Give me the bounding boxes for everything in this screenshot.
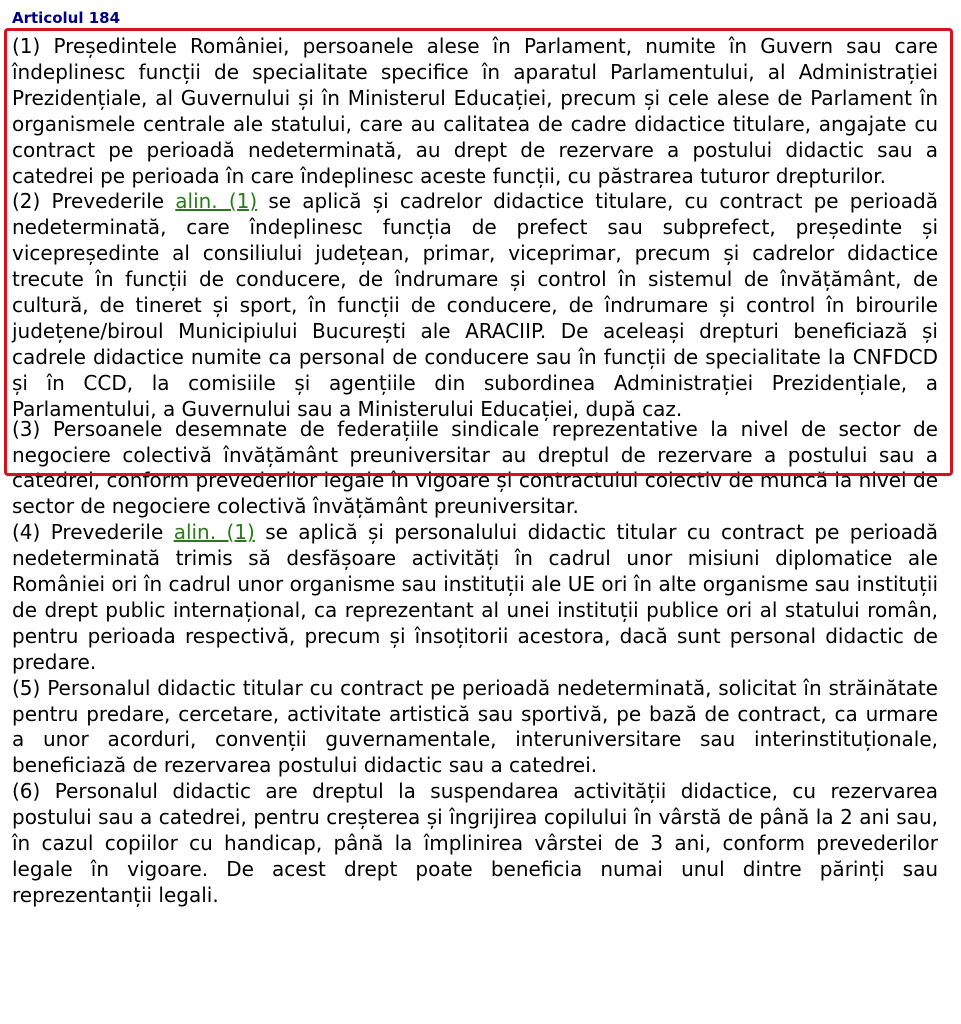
- article-body: [12, 34, 938, 909]
- paragraph-2-before: (2) Prevederile: [12, 189, 176, 214]
- paragraph-2-after: se aplică și cadrelor didactice titulare, cu contract pe perioadă nedeterminată, care îndeplinesc funcția de prefect sau subprefect, președinte și vicepreședinte al consiliului județean, primar, viceprimar, precum și cadrelor didactice trecute în funcții de conducere, de îndrumare și control în sistemul de învățământ, de cultură, de tineret și sport, în funcții de conducere, de îndrumare și control în birourile județene/biroul Municipiului București ale ARACIIP. De aceleași drepturi beneficiază și cadrele didactice numite ca personal de conducere sau în funcții de specialitate la CNFDCD și în CCD, la comisiile și agențiile din subordinea Administrației Prezidențiale, a Parlamentului, a Guvernului sau a Ministerului Educației, după caz.: [12, 189, 938, 421]
- paragraph-6: (6) Personalul didactic are dreptul la suspendarea activității didactice, cu rezervarea postului sau a catedrei, pentru creșterea și îngrijirea copilului în vârstă de până la 2 ani sau, în cazul copiilor cu handicap, până la împlinirea vârstei de 3 ani, conform prevederilor legale în vigoare. De acest drept poate beneficia numai unul dintre părinți sau reprezentanții legali.: [12, 779, 938, 907]
- reference-link-alin-1[interactable]: alin. (1): [175, 189, 258, 214]
- article-title: Articolul 184: [12, 9, 121, 27]
- paragraph-5: (5) Personalul didactic titular cu contract pe perioadă nedeterminată, solicitat în străinătate pentru predare, cercetare, activitate artistică sau sportivă, pe bază de contract, ca urmare a unor acorduri, convenții guvernamentale, interuniversitare sau interinstituționale, beneficiază de rezervarea postului didactic sau a catedrei.: [12, 675, 938, 778]
- paragraph-1: (1) Președintele României, persoanele alese în Parlament, numite în Guvern sau care îndeplinesc funcții de specialitate specifice în aparatul Parlamentului, al Administrației Prezidențiale, al Guvernului și în Ministerul Educației, precum și cele alese de Parlament în organismele centrale ale statului, care au calitatea de cadre didactice titulare, angajate cu contract pe perioadă nedeterminată, au drept de rezervare a postului didactic sau a catedrei pe perioada în care îndeplinesc aceste funcții, cu păstrarea tuturor drepturilor.: [12, 34, 938, 188]
- paragraph-4: [12, 520, 938, 675]
- paragraph-3: (3) Persoanele desemnate de federațiile sindicale reprezentative la nivel de sector de negociere colectivă învățământ preuniversitar au dreptul de rezervare a postului sau a catedrei, conform prevederilor legale în vigoare și contractului colectiv de muncă la nivel de sector de negociere colectivă învățământ preuniversitar.: [12, 416, 938, 519]
- paragraph-4-after: se aplică și personalului didactic titular cu contract pe perioadă nedeterminată trimis să desfășoare activități în cadrul unor misiuni diplomatice ale României ori în cadrul unor organisme sau instituții ale UE ori în alte organisme sau instituții de drept public internațional, ca reprezentant al unei instituții publice ori al statului român, pentru perioada respectivă, precum și însoțitorii acestora, dacă sunt personal didactic de predare.: [12, 520, 939, 674]
- reference-link-alin-1[interactable]: alin. (1): [173, 520, 255, 545]
- paragraph-2: [12, 189, 938, 422]
- paragraph-4-before: (4) Prevederile: [12, 520, 174, 545]
